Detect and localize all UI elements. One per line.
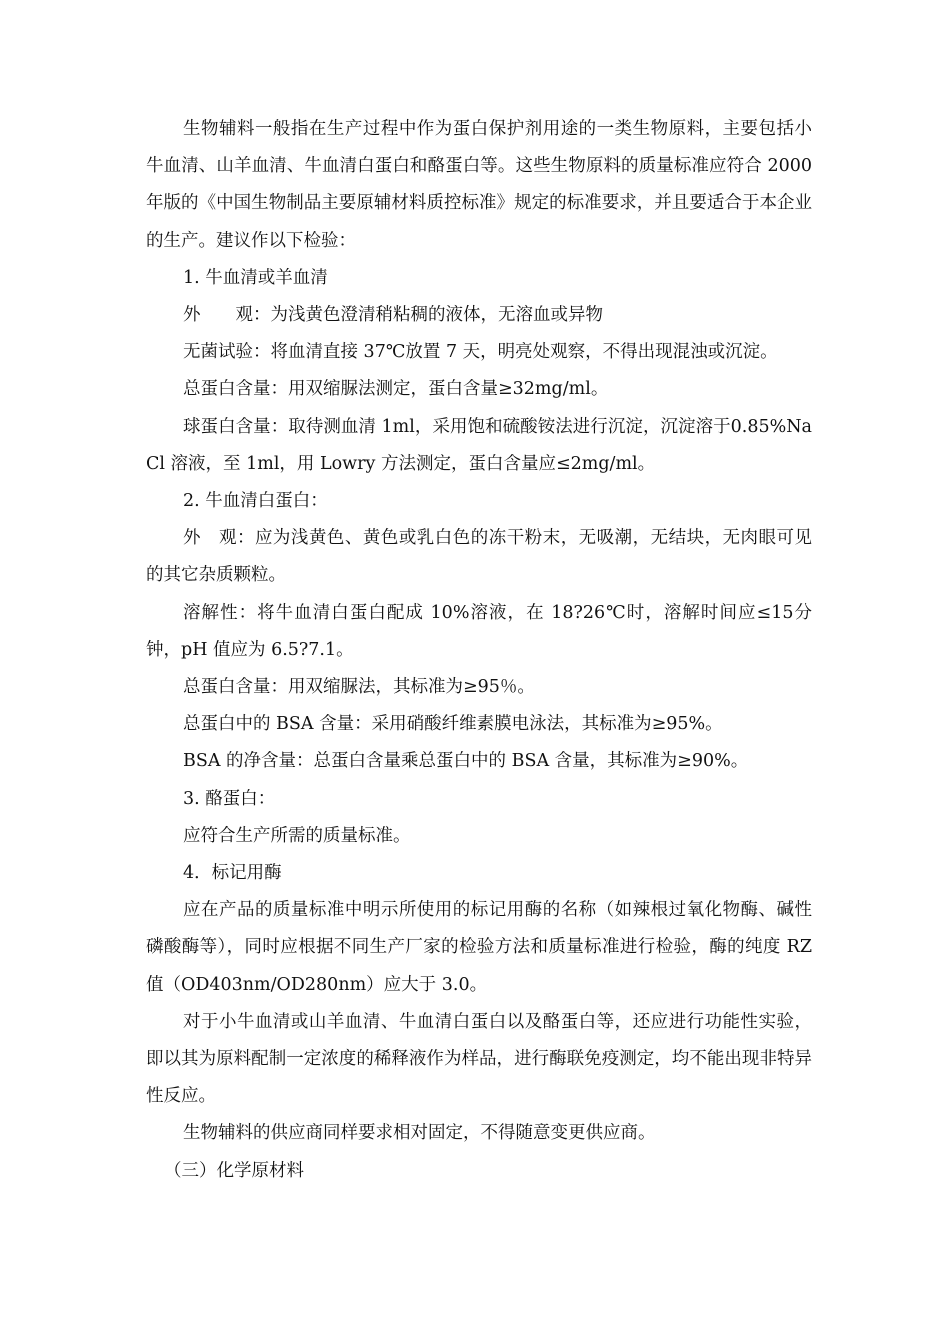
paragraph-functional-test: 对于小牛血清或山羊血清、牛血清白蛋白以及酪蛋白等，还应进行功能性实验，即以其为原料配制一定浓度的稀释液作为样品，进行酶联免疫测定，均不能出现非特异性反应。 [146,1011,812,1107]
document-body [146,111,812,1190]
paragraph-solubility: 溶解性：将牛血清白蛋白配成 10%溶液，在 18?26℃时，溶解时间应≤15分钟，pH 值应为 6.5?7.1。 [146,602,812,660]
paragraph-casein-standard: 应符合生产所需的质量标准。 [183,825,411,846]
paragraph-enzyme: 应在产品的质量标准中明示所使用的标记用酶的名称（如辣根过氧化物酶、碱性磷酸酶等），同时应根据不同生产厂家的检验方法和质量标准进行检验，酶的纯度 RZ 值（OD403nm/OD280nm）应大于 3.0。 [146,900,812,995]
paragraph-bsa-total-protein: 总蛋白含量：用双缩脲法，其标准为≥95％。 [183,677,535,698]
heading-casein: 3. 酪蛋白： [183,788,276,809]
paragraph-appearance: 外 观：为浅黄色澄清稍粘稠的液体，无溶血或异物 [183,305,603,326]
paragraph-sterility-test: 无菌试验：将血清直接 37℃放置 7 天，明亮处观察，不得出现混浊或沉淀。 [183,342,778,363]
heading-chemical-materials: （三）化学原材料 [164,1160,304,1181]
paragraph-bsa-appearance: 外 观：应为浅黄色、黄色或乳白色的冻干粉末，无吸潮，无结块，无肉眼可见的其它杂质颗粒。 [146,528,812,586]
heading-bsa: 2. 牛血清白蛋白： [183,491,328,512]
paragraph-bsa-net-content: BSA 的净含量：总蛋白含量乘总蛋白中的 BSA 含量，其标准为≥90%。 [183,751,749,772]
heading-labeling-enzyme: 4．标记用酶 [183,863,282,884]
paragraph-globulin: 球蛋白含量：取待测血清 1ml，采用饱和硫酸铵法进行沉淀，沉淀溶于0.85%NaCl 溶液，至 1ml，用 Lowry 方法测定，蛋白含量应≤2mg/ml。 [146,416,812,474]
paragraph-suppliers: 生物辅料的供应商同样要求相对固定，不得随意变更供应商。 [183,1123,656,1144]
heading-bovine-serum: 1. 牛血清或羊血清 [183,267,328,288]
paragraph-total-protein: 总蛋白含量：用双缩脲法测定，蛋白含量≥32mg/ml。 [183,379,609,400]
paragraph-intro: 生物辅料一般指在生产过程中作为蛋白保护剂用途的一类生物原料，主要包括小牛血清、山羊血清、牛血清白蛋白和酪蛋白等。这些生物原料的质量标准应符合 2000 年版的《中国生物制品主要原辅材料质控标准》规定的标准要求，并且要适合于本企业的生产。建议作以下检验： [146,119,812,251]
paragraph-bsa-content: 总蛋白中的 BSA 含量：采用硝酸纤维素膜电泳法，其标准为≥95%。 [183,714,723,735]
